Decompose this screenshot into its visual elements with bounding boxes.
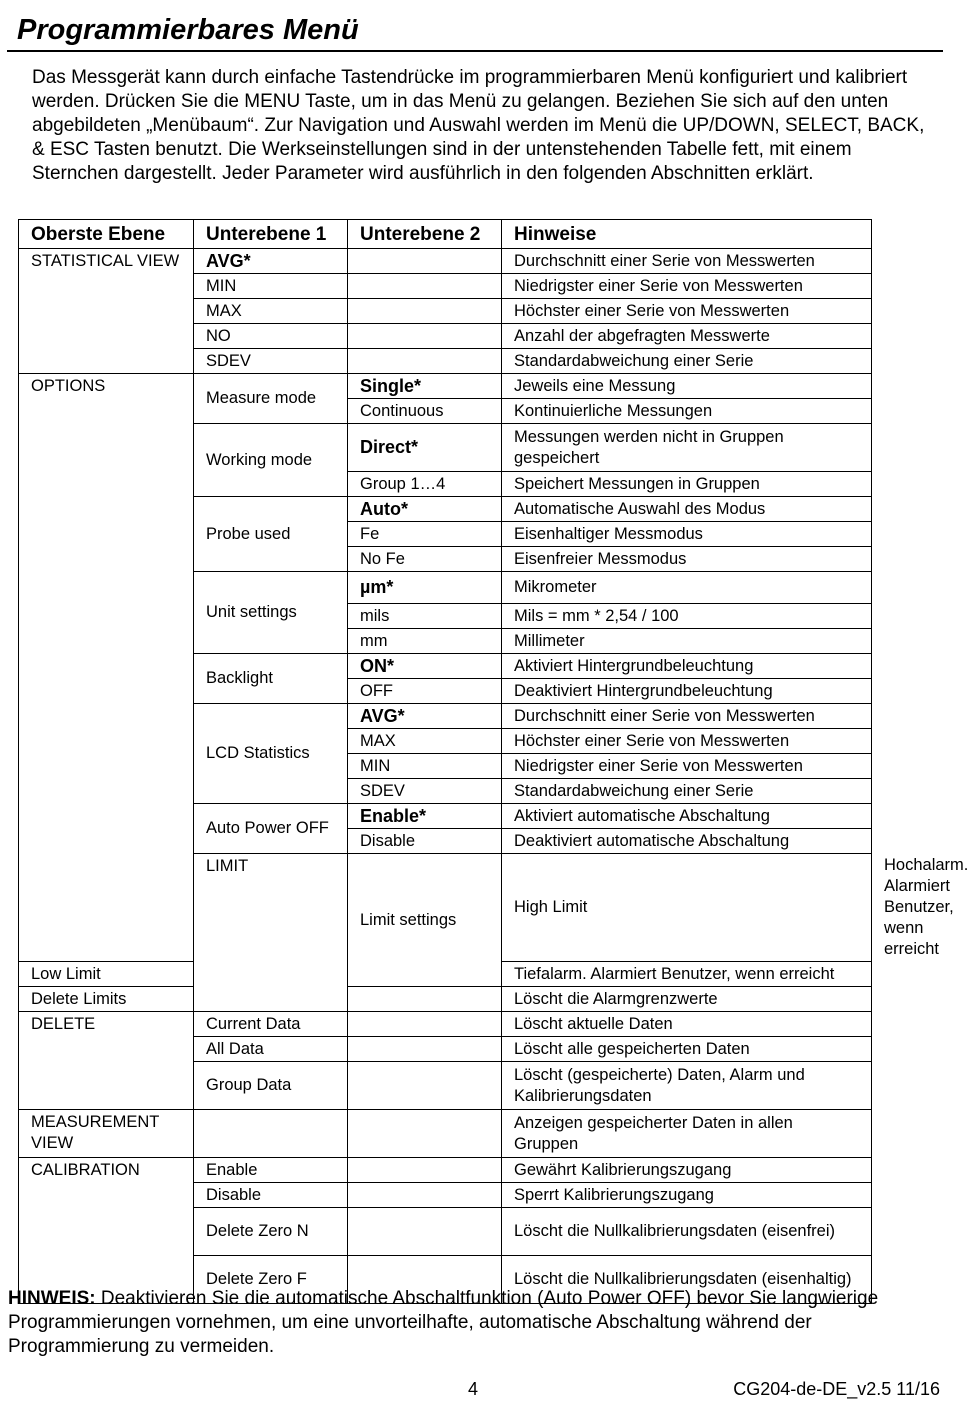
note-cell: Durchschnitt einer Serie von Messwerten [502,704,872,729]
top-level-measurement-view: MEASUREMENT VIEW [19,1110,194,1158]
note-cell: Sperrt Kalibrierungszugang [502,1183,872,1208]
note-cell: Automatische Auswahl des Modus [502,497,872,522]
sub2-cell: AVG* [348,704,502,729]
document-id: CG204-de-DE_v2.5 11/16 [733,1379,940,1399]
page-title: Programmierbares Menü [17,14,359,46]
sub1-cell: Delete Zero N [194,1208,348,1256]
sub2-cell: No Fe [348,547,502,572]
note-paragraph [8,1287,943,1359]
note-label: HINWEIS: [8,1288,96,1309]
sub2-cell: µm* [348,572,502,604]
sub2-cell: Fe [348,522,502,547]
sub2-cell: Group 1…4 [348,472,502,497]
sub1-cell: Disable [194,1183,348,1208]
table-row [19,987,872,1012]
note-cell: Messungen werden nicht in Gruppen gespeichert [502,424,872,472]
sub1-cell: Backlight [194,654,348,704]
header-sublevel-2: Unterebene 2 [348,220,502,249]
note-cell: Anzeigen gespeicherter Daten in allen Gruppen [502,1110,872,1158]
note-cell: Aktiviert Hintergrundbeleuchtung [502,654,872,679]
table-row [19,374,872,399]
sub2-cell [348,1110,502,1158]
header-sublevel-1: Unterebene 1 [194,220,348,249]
header-top-level: Oberste Ebene [19,220,194,249]
note-cell: Aktiviert automatische Abschaltung [502,804,872,829]
note-cell: Speichert Messungen in Gruppen [502,472,872,497]
sub2-cell [348,1012,502,1037]
sub2-cell: Continuous [348,399,502,424]
sub1-cell [194,1110,348,1158]
sub1-cell: Unit settings [194,572,348,654]
sub1-cell: MIN [194,274,348,299]
sub2-cell: OFF [348,679,502,704]
note-cell: Löscht die Alarmgrenzwerte [502,987,872,1012]
title-rule [7,50,943,52]
note-cell: Tiefalarm. Alarmiert Benutzer, wenn erreicht [502,962,872,987]
sub2-cell: ON* [348,654,502,679]
note-cell: Eisenhaltiger Messmodus [502,522,872,547]
sub1-cell: MAX [194,299,348,324]
note-cell: Löscht die Nullkalibrierungsdaten (eisenhaltig) [502,1256,872,1304]
top-level-statistical-view: STATISTICAL VIEW [19,249,194,374]
note-cell: Gewährt Kalibrierungszugang [502,1158,872,1183]
note-cell: Millimeter [502,629,872,654]
sub2-cell: High Limit [502,854,872,962]
sub2-cell [348,299,502,324]
sub1-cell: SDEV [194,349,348,374]
note-cell: Standardabweichung einer Serie [502,349,872,374]
note-cell: Jeweils eine Messung [502,374,872,399]
sub2-cell: Low Limit [19,962,194,987]
sub2-cell: Single* [348,374,502,399]
note-cell: Durchschnitt einer Serie von Messwerten [502,249,872,274]
table-row: LIMIT Limit settings High Limit Hochalarm. Alarmiert Benutzer, wenn erreicht [19,854,872,962]
header-notes: Hinweise [502,220,872,249]
table-row [19,1158,872,1183]
note-cell: Deaktiviert automatische Abschaltung [502,829,872,854]
note-cell: Kontinuierliche Messungen [502,399,872,424]
sub2-cell [348,1037,502,1062]
note-cell: Löscht alle gespeicherten Daten [502,1037,872,1062]
note-cell: Niedrigster einer Serie von Messwerten [502,754,872,779]
table-row [19,1012,872,1037]
table-header-row [19,220,872,249]
sub2-cell: Auto* [348,497,502,522]
sub1-cell: AVG* [194,249,348,274]
note-cell: Niedrigster einer Serie von Messwerten [502,274,872,299]
sub1-cell: Delete Limits [19,987,194,1012]
note-cell: Höchster einer Serie von Messwerten [502,299,872,324]
sub1-cell: Working mode [194,424,348,497]
sub2-cell: MAX [348,729,502,754]
sub2-cell [348,1158,502,1183]
sub1-cell: Current Data [194,1012,348,1037]
sub1-cell: Delete Zero F [194,1256,348,1304]
page-number: 4 [468,1379,479,1399]
note-cell: Standardabweichung einer Serie [502,779,872,804]
sub1-cell: NO [194,324,348,349]
top-level-calibration: CALIBRATION [19,1158,194,1304]
note-cell: Eisenfreier Messmodus [502,547,872,572]
sub2-cell [348,1183,502,1208]
note-cell: Löscht aktuelle Daten [502,1012,872,1037]
sub2-cell: Disable [348,829,502,854]
sub2-cell [348,349,502,374]
menu-tree-table [18,219,968,1304]
sub2-cell [348,987,502,1012]
sub2-cell [348,1062,502,1110]
top-level-limit: LIMIT [194,854,348,1012]
sub1-cell: Limit settings [348,854,502,987]
sub2-cell: Enable* [348,804,502,829]
top-level-options: OPTIONS [19,374,194,962]
sub1-cell: Group Data [194,1062,348,1110]
sub1-cell: Measure mode [194,374,348,424]
note-cell: Anzahl der abgefragten Messwerte [502,324,872,349]
sub2-cell: mils [348,604,502,629]
note-text: Deaktivieren Sie die automatische Abschaltfunktion (Auto Power OFF) bevor Sie langwierige Programmierungen vornehmen, um eine unvorteilhafte, automatische Abschaltung während der Programmierung zu vermeiden. [8,1288,879,1357]
sub2-cell [348,249,502,274]
sub1-cell: Enable [194,1158,348,1183]
note-cell: Höchster einer Serie von Messwerten [502,729,872,754]
note-cell: Löscht (gespeicherte) Daten, Alarm und Kalibrierungsdaten [502,1062,872,1110]
sub2-cell: MIN [348,754,502,779]
table-row [19,1110,872,1158]
sub2-cell [348,274,502,299]
sub1-cell: LCD Statistics [194,704,348,804]
sub1-cell: Probe used [194,497,348,572]
table-row [19,249,872,274]
note-cell: Mikrometer [502,572,872,604]
sub2-cell: Direct* [348,424,502,472]
sub2-cell [348,324,502,349]
sub2-cell: mm [348,629,502,654]
sub2-cell: SDEV [348,779,502,804]
sub1-cell: Auto Power OFF [194,804,348,854]
top-level-delete: DELETE [19,1012,194,1110]
note-cell: Deaktiviert Hintergrundbeleuchtung [502,679,872,704]
sub1-cell: All Data [194,1037,348,1062]
note-cell: Löscht die Nullkalibrierungsdaten (eisenfrei) [502,1208,872,1256]
sub2-cell [348,1208,502,1256]
intro-paragraph: Das Messgerät kann durch einfache Tastendrücke im programmierbaren Menü konfiguriert und kalibriert werden. Drücken Sie die MENU Taste, um in das Menü zu gelangen. Beziehen Sie sich auf den unten abgebildeten „Menübaum“. Zur Navigation und Auswahl werden im Menü die UP/DOWN, SELECT, BACK, & ESC Tasten benutzt. Die Werkseinstellungen sind in der untenstehenden Tabelle fett, mit einem Sternchen dargestellt. Jeder Parameter wird ausführlich in den folgenden Abschnitten erklärt. [32,67,925,184]
note-cell: Mils = mm * 2,54 / 100 [502,604,872,629]
